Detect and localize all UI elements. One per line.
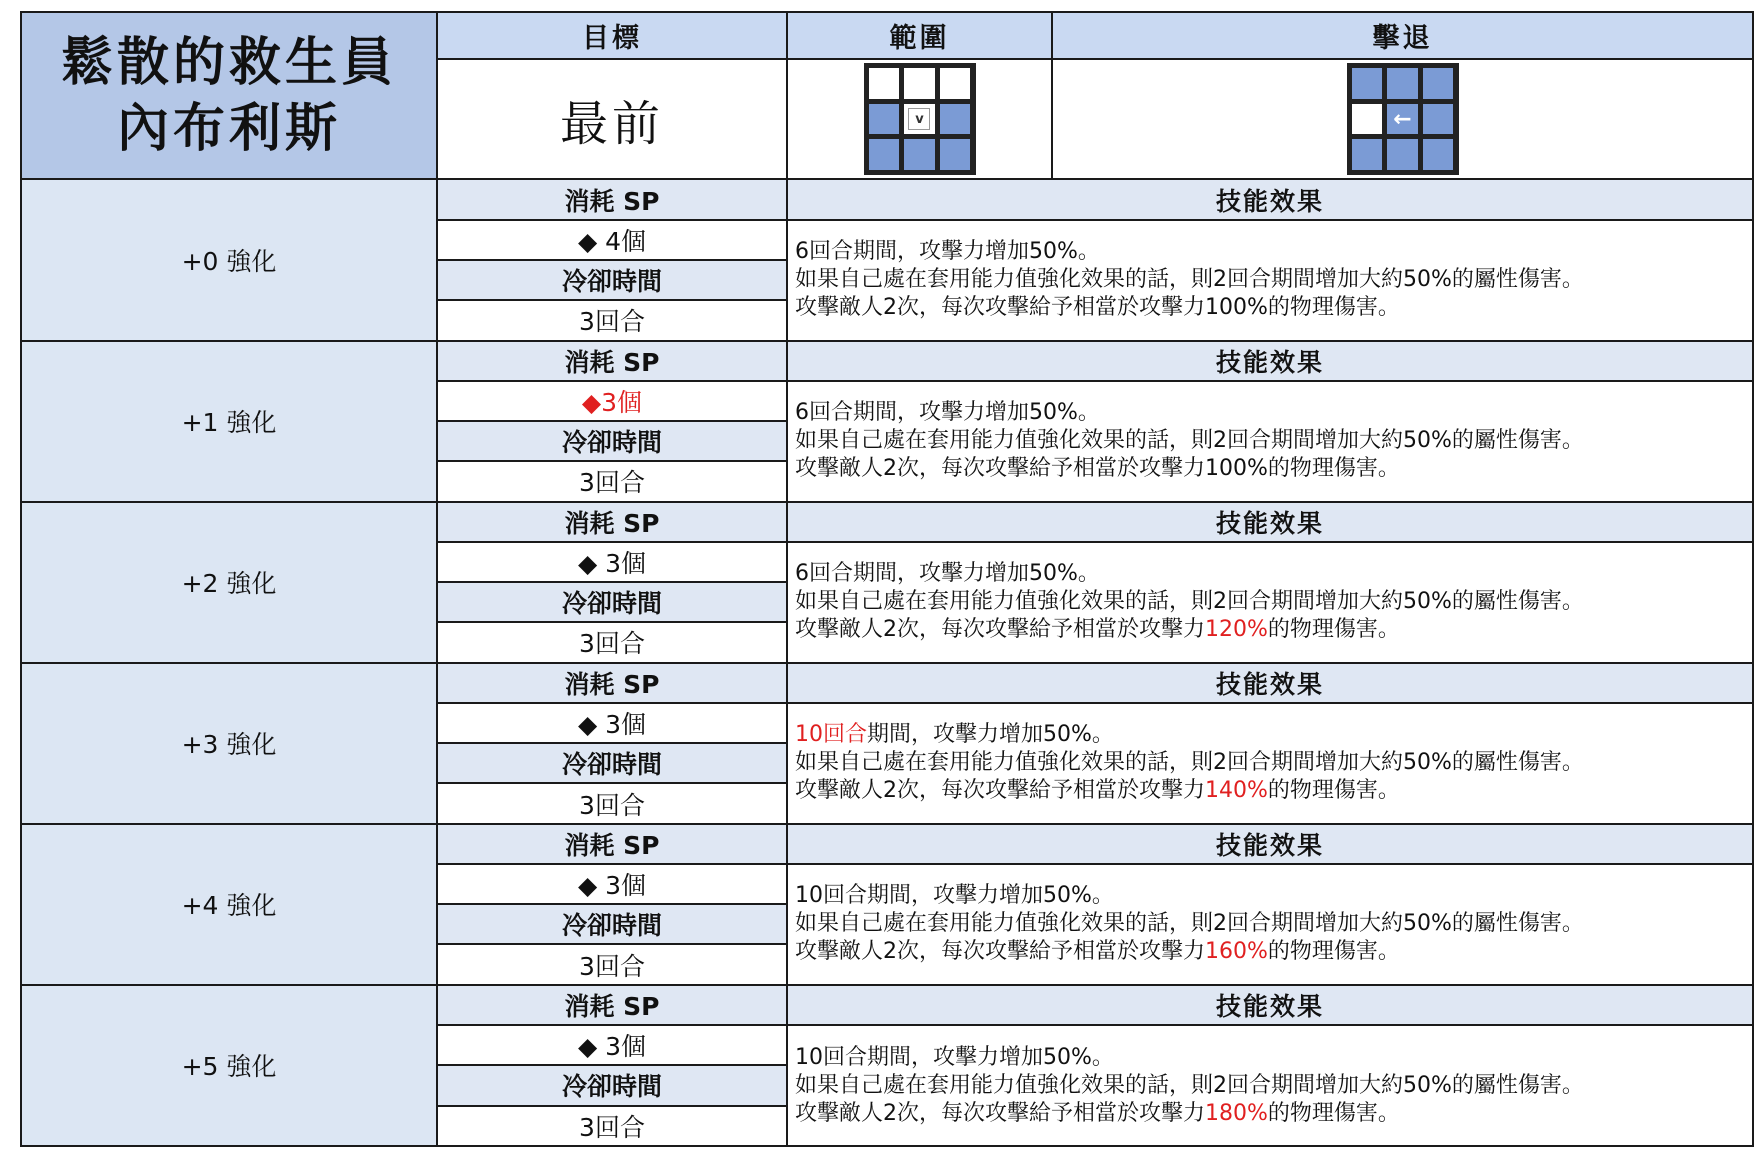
cooldown-value: 3回合 [437, 1106, 787, 1146]
effect-line-2: 如果自己處在套用能力值強化效果的話，則2回合期間增加大約50%的屬性傷害。 [795, 911, 1584, 937]
effect-line-2: 如果自己處在套用能力值強化效果的話，則2回合期間增加大約50%的屬性傷害。 [795, 267, 1584, 293]
grid-cell-hit [1387, 139, 1418, 170]
effect-label: 技能效果 [787, 663, 1753, 703]
knockback-grid-icon [1347, 63, 1459, 175]
effect-label: 技能效果 [787, 502, 1753, 542]
sp-label: 消耗 SP [437, 502, 787, 542]
cooldown-value: 3回合 [437, 622, 787, 662]
cooldown-label: 冷卻時間 [437, 260, 787, 300]
effect-line-3-a: 攻擊敵人2次，每次攻擊給予相當於攻擊力 [795, 1100, 1205, 1126]
effect-text [787, 703, 1753, 824]
grid-cell-hit [1387, 68, 1418, 99]
enhance-level: +1 強化 [21, 341, 437, 502]
cooldown-value: 3回合 [437, 461, 787, 501]
grid-cell-hit [940, 139, 971, 170]
grid-cell-hit [1352, 68, 1383, 99]
cooldown-value: 3回合 [437, 300, 787, 340]
grid-cell-knockback: ← [1387, 104, 1418, 135]
effect-line-1-b: 6回合期間，攻擊力增加50%。 [795, 561, 1100, 587]
effect-label: 技能效果 [787, 824, 1753, 864]
sp-value: ◆ 3個 [437, 542, 787, 582]
effect-line-3-a: 攻擊敵人2次，每次攻擊給予相當於攻擊力 [795, 939, 1205, 965]
effect-line-3-highlight: 140% [1205, 778, 1268, 804]
cooldown-label: 冷卻時間 [437, 904, 787, 944]
effect-line-3 [795, 455, 1752, 483]
effect-text [787, 864, 1753, 985]
effect-line-1 [795, 399, 1752, 427]
enhance-level: +5 強化 [21, 985, 437, 1146]
sp-label: 消耗 SP [437, 341, 787, 381]
effect-label: 技能效果 [787, 985, 1753, 1025]
effect-line-3-highlight: 160% [1205, 939, 1268, 965]
effect-line-3 [795, 777, 1752, 805]
effect-line-3-highlight: 180% [1205, 1100, 1268, 1126]
effect-line-3-b: 的物理傷害。 [1267, 939, 1400, 965]
effect-line-1 [795, 238, 1752, 266]
target-header: 目標 [437, 12, 787, 59]
effect-line-1 [795, 882, 1752, 910]
enhance-level: +3 強化 [21, 663, 437, 824]
effect-text [787, 381, 1753, 502]
effect-line-3-a: 攻擊敵人2次，每次攻擊給予相當於攻擊力 [795, 617, 1205, 643]
effect-line-1 [795, 560, 1752, 588]
enhance-level: +2 強化 [21, 502, 437, 663]
sp-label: 消耗 SP [437, 663, 787, 703]
sp-value: ◆ 3個 [437, 703, 787, 743]
grid-cell-hit [940, 104, 971, 135]
grid-cell-hit [1423, 68, 1454, 99]
range-cell [787, 59, 1052, 180]
cooldown-label: 冷卻時間 [437, 421, 787, 461]
grid-cell-hit [1352, 139, 1383, 170]
effect-line-1-b: 10回合期間，攻擊力增加50%。 [795, 883, 1114, 909]
cooldown-label: 冷卻時間 [437, 1065, 787, 1105]
effect-line-3-b: 的物理傷害。 [1267, 1100, 1400, 1126]
sp-value: ◆3個 [437, 381, 787, 421]
effect-line-2: 如果自己處在套用能力值強化效果的話，則2回合期間增加大約50%的屬性傷害。 [795, 428, 1584, 454]
effect-line-3-b: 的物理傷害。 [1267, 617, 1400, 643]
knockback-cell [1052, 59, 1753, 180]
effect-line-1-b: 6回合期間，攻擊力增加50%。 [795, 239, 1100, 265]
skill-table-body [21, 12, 1753, 1146]
effect-line-3 [795, 616, 1752, 644]
target-value: 最前 [437, 59, 787, 180]
grid-cell-empty [869, 68, 900, 99]
sp-value: ◆ 3個 [437, 864, 787, 904]
effect-line-1 [795, 721, 1752, 749]
effect-label: 技能效果 [787, 179, 1753, 219]
range-grid-icon [864, 63, 976, 175]
effect-line-3-a: 攻擊敵人2次，每次攻擊給予相當於攻擊力100%的物理傷害。 [795, 295, 1400, 321]
effect-text [787, 1025, 1753, 1146]
sp-value: ◆ 4個 [437, 220, 787, 260]
cooldown-label: 冷卻時間 [437, 743, 787, 783]
skill-table [20, 11, 1754, 1147]
knockback-header: 擊退 [1052, 12, 1753, 59]
sp-label: 消耗 SP [437, 824, 787, 864]
cooldown-value: 3回合 [437, 783, 787, 823]
effect-line-1-b: 6回合期間，攻擊力增加50%。 [795, 400, 1100, 426]
sp-label: 消耗 SP [437, 179, 787, 219]
grid-cell-hit [1423, 139, 1454, 170]
effect-line-2: 如果自己處在套用能力值強化效果的話，則2回合期間增加大約50%的屬性傷害。 [795, 1072, 1584, 1098]
effect-line-3-a: 攻擊敵人2次，每次攻擊給予相當於攻擊力100%的物理傷害。 [795, 456, 1400, 482]
effect-line-3 [795, 294, 1752, 322]
effect-line-1 [795, 1044, 1752, 1072]
effect-line-3-a: 攻擊敵人2次，每次攻擊給予相當於攻擊力 [795, 778, 1205, 804]
effect-text [787, 542, 1753, 663]
grid-cell-empty [1352, 104, 1383, 135]
effect-line-1-b: 10回合期間，攻擊力增加50%。 [795, 1044, 1114, 1070]
grid-cell-target [904, 104, 935, 135]
effect-line-3 [795, 1100, 1752, 1128]
effect-line-2: 如果自己處在套用能力值強化效果的話，則2回合期間增加大約50%的屬性傷害。 [795, 750, 1584, 776]
effect-line-1-highlight: 10回合 [795, 722, 867, 748]
effect-line-3-b: 的物理傷害。 [1267, 778, 1400, 804]
grid-cell-hit [869, 139, 900, 170]
range-header: 範圍 [787, 12, 1052, 59]
effect-line-3 [795, 938, 1752, 966]
effect-label: 技能效果 [787, 341, 1753, 381]
effect-line-1-b: 期間，攻擊力增加50%。 [867, 722, 1114, 748]
grid-cell-hit [1423, 104, 1454, 135]
character-title-line1: 鬆散的救生員 [60, 32, 397, 93]
character-title-line2: 內布利斯 [116, 98, 341, 159]
grid-cell-hit [904, 139, 935, 170]
cooldown-label: 冷卻時間 [437, 582, 787, 622]
character-title [21, 12, 437, 179]
effect-text [787, 220, 1753, 341]
sp-value: ◆ 3個 [437, 1025, 787, 1065]
enhance-level: +0 強化 [21, 179, 437, 340]
target-marker-icon: v [908, 108, 930, 130]
effect-line-2: 如果自己處在套用能力值強化效果的話，則2回合期間增加大約50%的屬性傷害。 [795, 589, 1584, 615]
grid-cell-empty [904, 68, 935, 99]
grid-cell-hit [869, 104, 900, 135]
sp-label: 消耗 SP [437, 985, 787, 1025]
cooldown-value: 3回合 [437, 944, 787, 984]
effect-line-3-highlight: 120% [1205, 617, 1268, 643]
grid-cell-empty [940, 68, 971, 99]
enhance-level: +4 強化 [21, 824, 437, 985]
